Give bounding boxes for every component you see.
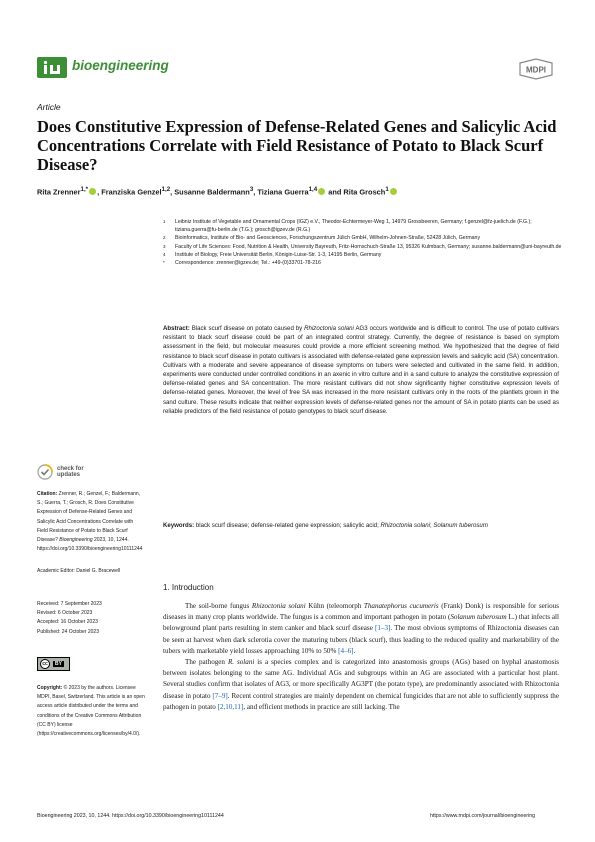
species-name: R. solani (227, 658, 255, 667)
text-run: . The most obvious symptoms of Rhizoctonia diseases can be seen at harvest when dark sclerotia cover the maturing tubers (black scurf), thus leading to the reduced quality and marketability of the tubers with marketable yield losses approaching 10% to 50% (163, 624, 559, 655)
author-name: Rita Zrenner (37, 187, 81, 197)
keyword-separator: ; (429, 522, 432, 529)
editor-name: Daniel G. Bracewell (76, 568, 121, 574)
text-run: . Recent control strategies are mainly dependent on chemical fungicides that are not able to sufficiently suppress the pathogen in potato (163, 691, 559, 711)
citation-link[interactable]: [7–9] (212, 691, 228, 700)
affiliation-text: Leibniz Institute of Vegetable and Ornamental Crops (IGZ) e.V., Theodor-Echtermeyer-Weg 1, 14979 Grossbeeren, Germany; f.genzel@fz-juelich.de (F.G.); tiziana.guerra@fu-berlin.de (T.G.); grosch@igzev.de (R.G.) (175, 219, 532, 234)
introduction-body (163, 601, 559, 713)
mdpi-logo-icon (516, 58, 556, 80)
affiliations (163, 218, 563, 267)
paragraph (163, 657, 559, 713)
keyword-species: Rhizoctonia solani (380, 522, 430, 529)
text-run: L.) that infects all belowground plant parts resulting in stem canker and black scurf disease (163, 613, 559, 633)
orcid-icon[interactable] (318, 188, 325, 195)
check-updates-text (57, 466, 84, 479)
text-run: The soil-borne fungus (185, 602, 250, 610)
citation-journal: Bioengineering (59, 537, 93, 544)
affiliation-number: 1 (163, 219, 166, 224)
affiliation-number: 4 (163, 251, 166, 257)
author-affil-sup: 3 (249, 186, 254, 193)
author-list: Rita Zrenner$^{1,*}$ , Franziska Genzel$^{1,2}$, Susanne Baldermann$^3$, Tiziana Guerra$^{1,4}$ and Rita Grosch$^1$ (37, 185, 567, 196)
paragraph (163, 601, 559, 657)
check-for-updates-badge[interactable] (37, 461, 117, 483)
date-accepted: Accepted: 16 October 2023 (37, 619, 98, 626)
author-name: Tiziana Guerra (257, 187, 309, 197)
abstract (163, 324, 559, 416)
keywords (163, 521, 559, 530)
correspondence (163, 259, 563, 267)
text-run: (Frank) Donk) is responsible for serious diseases in many crop plants worldwide. The fungus is a common and important pathogen in potato ( (163, 602, 559, 622)
correspondence-text: Correspondence: zrenner@igzev.de; Tel.: +49-(0)33701-78-216 (175, 260, 321, 267)
author-name: Susanne Baldermann (174, 187, 250, 197)
article-type: Article (37, 102, 61, 112)
footer-citation: Bioengineering 2023, 10, 1244. https://doi.org/10.3390/bioengineering10111244 (37, 813, 224, 819)
check-updates-line: updates (57, 472, 81, 478)
abstract-text: Black scurf disease on potato caused by (191, 325, 303, 332)
species-name: Rhizoctonia solani (251, 602, 306, 610)
publication-dates (37, 600, 145, 637)
citation-link[interactable]: [1–3] (375, 624, 391, 633)
editor-label: Academic Editor: (37, 568, 75, 574)
affiliation-number: * (163, 260, 165, 266)
citation-link[interactable]: [2,10,11] (217, 702, 244, 711)
creative-commons-icon: cc (40, 659, 50, 669)
copyright-block (37, 684, 145, 739)
citation-link[interactable]: [4–6] (338, 646, 354, 655)
publisher-name: MDPI (526, 65, 546, 75)
species-name: Solanum tuberosum (450, 613, 507, 622)
affiliation-item (163, 218, 563, 234)
species-name: Thanatephorus cucumeris (363, 602, 439, 610)
check-updates-line: check for (57, 465, 84, 472)
date-received: Received: 7 September 2023 (37, 601, 102, 607)
copyright-text: © 2023 by the authors. Licensee MDPI, Basel, Switzerland. This article is an open access article distributed under the terms and conditions of the Creative Commons Attribution (CC BY) license (https://creativecommons.org/licenses/by/4.0/). (37, 685, 145, 738)
paper-title: Does Constitutive Expression of Defense-Related Genes and Salicylic Acid Concentrations Correlate with Field Resistance of Potato to Black Scurf Disease? (37, 117, 557, 174)
affiliation-text: Bioinformatics, Institute of Bio- and Geosciences, Forschungszentrum Jülich GmbH, Wilhelm-Johnen-Straße, 52428 Jülich, Germany (175, 235, 481, 242)
text-run: is a species complex and is categorized into anastomosis groups (AGs) based on hyphal anastomosis between isolates belonging to the same AG. Individual AGs and subgroups within an AG are associated with a particular host plant. Several studies confirm that isolates of AG3, or more specifically AG3PT (the potato type), are predominantly associated with Rhizoctonia disease in potato (163, 658, 559, 700)
abstract-text: AG3 occurs worldwide and is difficult to control. The use of potato cultivars resistant to black scurf disease could be part of an integrated control strategy. Currently, the degree of resistance is based on symptom assessment in the field, but molecular measures could provide a more efficient screening method. We hypothesized that the degree of field resistance to black scurf disease in potato cultivars is associated with defense-related gene expression levels and salicylic acid (SA) concentration. Cultivars with a moderate and severe appearance of disease symptoms on tubers were selected and cultivated in the same field. In addition, experiments were conducted under controlled conditions in an axenic in vitro culture and in a sand culture to analyze the constitutive expression of defense-related genes and SA concentration. The more resistant cultivars did not show significantly higher constitutive expression levels of defense-related genes. Moreover, the level of free SA was increased in the more resistant cultivars only in the roots of the plantlets grown in the sand culture. These results indicate that neither expression levels of defense-related genes nor the amount of SA in potato plants can be used as reliable predictors of the field resistance of potato genotypes to black scurf disease. (163, 325, 559, 415)
species-name: Rhizoctonia solani (304, 325, 354, 332)
keyword-species: Solanum tuberosum (433, 522, 488, 529)
author-affil-sup: 1,2 (161, 186, 171, 193)
author-affil-sup: 1,* (80, 186, 89, 193)
author-affil-sup: 1,4 (308, 186, 318, 193)
author-conjunction: and (328, 187, 342, 197)
academic-editor (37, 567, 145, 576)
citation-details: 2023, 10, 1244. https://doi.org/10.3390/bioengineering10111244 (37, 537, 143, 553)
author-name: Franziska Genzel (101, 187, 162, 197)
text-run: , and efficient methods in practice are still lacking. The (243, 702, 400, 711)
abstract-label: Abstract: (163, 325, 190, 332)
orcid-icon[interactable] (89, 188, 96, 195)
section-heading: 1. Introduction (163, 583, 214, 592)
citation-block (37, 490, 145, 554)
cc-license-badge[interactable] (37, 657, 70, 671)
keywords-text: black scurf disease; defense-related gene expression; salicylic acid; (195, 522, 379, 529)
citation-text: Zrenner, R.; Genzel, F.; Baldermann, S.; Guerra, T.; Grosch, R. Does Constitutive Expression of Defense-Related Genes and Salicylic Acid Concentrations Correlate with Field Resistance of Potato to Black Scurf Disease? (37, 491, 141, 544)
affiliation-number: 2 (163, 235, 166, 241)
text-run: . (353, 646, 356, 655)
journal-name: bioengineering (72, 58, 169, 73)
date-published: Published: 24 October 2023 (37, 628, 99, 635)
cc-by-label: BY (55, 661, 62, 667)
keywords-label: Keywords: (163, 522, 195, 529)
orcid-icon[interactable] (390, 188, 397, 195)
publisher-logo (516, 58, 556, 80)
bioengineering-logo-icon (41, 60, 63, 75)
date-revised: Revised: 6 October 2023 (37, 610, 93, 617)
affiliation-item (163, 234, 563, 242)
author-affil-sup: 1 (385, 186, 389, 193)
affiliation-number: 3 (163, 243, 166, 249)
citation-label: Citation: (37, 491, 58, 497)
footer-journal-link[interactable]: https://www.mdpi.com/journal/bioengineering (430, 813, 536, 819)
affiliation-text: Institute of Biology, Freie Universität Berlin, Königin-Luise-Str. 1-3, 14195 Berlin, Germany (175, 251, 382, 258)
journal-logo (37, 57, 67, 78)
check-updates-icon (37, 464, 53, 480)
affiliation-text: Faculty of Life Sciences: Food, Nutrition & Health, University Bayreuth, Fritz-Hornschuch-Straße 13, 95326 Kulmbach, Germany; susanne.baldermann@uni-bayreuth.de (175, 243, 562, 250)
text-run: Kühn (teleomorph (308, 602, 362, 610)
copyright-label: Copyright: (37, 685, 63, 691)
text-run: The pathogen (185, 658, 225, 667)
affiliation-item (163, 243, 563, 251)
affiliation-item (163, 251, 563, 259)
author-name: Rita Grosch (343, 187, 386, 197)
